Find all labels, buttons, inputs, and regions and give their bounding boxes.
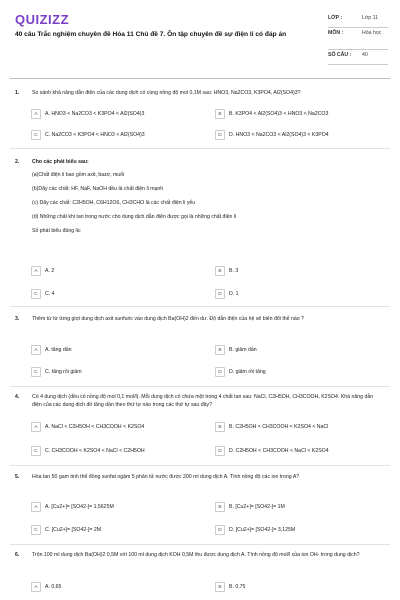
option-text: B. C2H5OH < CH3COOH < K2SO4 < NaCl — [229, 424, 329, 430]
statement-line: Số phát biểu đúng là: — [32, 228, 82, 234]
meta-value: Lớp 11 — [362, 15, 378, 21]
option-letter-box: D — [215, 446, 225, 456]
option-letter-box: A — [31, 266, 41, 276]
question-text: So sánh khả năng dẫn điện của các dung dịch có cùng nồng độ mol 0,1M sau: HNO3, Na2CO3, K3PO4, Al2(SO4)3? — [32, 90, 301, 96]
question-4 — [15, 393, 390, 409]
option-letter-box: A — [31, 582, 41, 592]
option-letter-box: B — [215, 502, 225, 512]
option-a[interactable] — [31, 502, 114, 512]
option-b[interactable] — [215, 266, 238, 276]
option-text: B. 3 — [229, 268, 239, 274]
meta-label: SỐ CÂU : — [328, 52, 352, 58]
option-text: A. HNO3 < Na2CO3 < K3PO4 < Al2(SO4)3 — [45, 111, 145, 117]
option-text: D. giảm rồi tăng — [229, 369, 266, 375]
meta-row-count — [328, 50, 388, 65]
option-text: D. [Cu2+]= [SO42-]= 3,125M — [229, 527, 296, 533]
option-text: A. tăng dần — [45, 347, 72, 353]
question-1 — [15, 89, 390, 97]
option-text: B. giảm dần — [229, 347, 257, 353]
question-number: 5. — [15, 474, 20, 480]
meta-row-subject — [328, 28, 388, 50]
option-a[interactable] — [31, 422, 144, 432]
option-letter-box: B — [215, 109, 225, 119]
option-c[interactable] — [31, 289, 55, 299]
header-divider — [10, 78, 390, 79]
question-2 — [15, 158, 390, 235]
option-letter-box: A — [31, 502, 41, 512]
option-a[interactable] — [31, 582, 61, 592]
question-number: 6. — [15, 552, 20, 558]
statement-line: (b)Dãy các chất: HF, NaF, NaOH đều là chất điện li mạnh — [32, 186, 164, 192]
question-text: Cho các phát biểu sau: — [32, 159, 89, 165]
meta-box — [328, 13, 388, 65]
question-5 — [15, 473, 390, 481]
meta-row-class — [328, 13, 388, 28]
option-text: D. C2H5OH < CH3COOH < NaCl < K2SO4 — [229, 448, 329, 454]
question-divider — [10, 306, 390, 307]
question-text: Có 4 dung dịch (đều có nồng độ mol 0,1 mol/l). Mỗi dung dịch có chứa một trong 4 chất tan sau: NaCl, C2H5OH, CH3COOH, K2SO4. Khả năng dẫn điện của các dung dịch đó tăng dần theo thứ tự nào trong các thứ tự sau đây? — [32, 394, 374, 408]
option-text: D. 1 — [229, 291, 239, 297]
option-letter-box: C — [31, 446, 41, 456]
option-text: A. 0,65 — [45, 584, 62, 590]
option-c[interactable] — [31, 446, 145, 456]
option-letter-box: B — [215, 582, 225, 592]
option-letter-box: C — [31, 289, 41, 299]
question-text: Thêm từ từ từng giọt dung dịch axit sunfuric vào dung dịch Ba(OH)2 đến dư. Độ dẫn điện của hệ sẽ biến đổi thế nào ? — [32, 316, 304, 322]
option-text: C. Na2CO3 < K3PO4 < HNO3 < Al2(SO4)3 — [45, 132, 145, 138]
question-text: Trộn 100 ml dung dịch Ba(OH)2 0,5M với 100 ml dung dịch KOH 0,5M thu được dung dịch A. Tính nồng độ mol/l của ion OH- trong dung dịch? — [32, 552, 360, 558]
option-letter-box: D — [215, 289, 225, 299]
option-letter-box: A — [31, 109, 41, 119]
option-text: C. CH3COOH < K2SO4 < NaCl < C2H5OH — [45, 448, 145, 454]
option-letter-box: C — [31, 367, 41, 377]
option-text: A. 2 — [45, 268, 55, 274]
option-letter-box: C — [31, 525, 41, 535]
option-d[interactable] — [215, 525, 295, 535]
option-text: B. 0,75 — [229, 584, 246, 590]
option-b[interactable] — [215, 502, 285, 512]
option-text: C. tăng rồi giảm — [45, 369, 82, 375]
option-text: B. [Cu2+]= [SO42-]= 1M — [229, 504, 285, 510]
option-b[interactable] — [215, 109, 328, 119]
question-divider — [10, 544, 390, 545]
option-d[interactable] — [215, 446, 329, 456]
question-number: 1. — [15, 90, 20, 96]
option-text: B. K3PO4 < Al2(SO4)3 < HNO3 < Na2CO3 — [229, 111, 329, 117]
brand-logo: QUIZIZZ — [15, 12, 70, 27]
page-title: 40 câu Trắc nghiệm chuyên đề Hóa 11 Chủ đề 7. Ôn tập chuyên đề sự điện li có đáp án — [15, 31, 287, 38]
option-c[interactable] — [31, 367, 82, 377]
question-divider — [10, 465, 390, 466]
option-letter-box: D — [215, 130, 225, 140]
meta-label: LỚP : — [328, 15, 343, 21]
option-a[interactable] — [31, 109, 144, 119]
question-number: 3. — [15, 316, 20, 322]
option-d[interactable] — [215, 289, 239, 299]
question-divider — [10, 386, 390, 387]
option-letter-box: A — [31, 345, 41, 355]
option-letter-box: B — [215, 266, 225, 276]
option-letter-box: D — [215, 367, 225, 377]
question-6 — [15, 551, 390, 559]
option-text: C. [Cu2+]= [SO42-]= 2M — [45, 527, 102, 533]
option-letter-box: C — [31, 130, 41, 140]
option-letter-box: D — [215, 525, 225, 535]
option-b[interactable] — [215, 345, 257, 355]
option-a[interactable] — [31, 266, 54, 276]
question-divider — [10, 148, 390, 149]
question-text: Hòa tan 50 gam tinh thể đồng sunfat ngậm 5 phân tử nước được 200 ml dung dịch A. Tính nồng độ các ion trong A? — [32, 474, 300, 480]
option-text: D. HNO3 < Na2CO3 < Al2(SO4)3 < K3PO4 — [229, 132, 329, 138]
option-b[interactable] — [215, 582, 245, 592]
option-b[interactable] — [215, 422, 328, 432]
option-d[interactable] — [215, 367, 266, 377]
statement-line: (c) Dãy các chất: C2H5OH, C6H12O6, CH3CHO là các chất điện li yếu — [32, 200, 196, 206]
meta-value: 40 — [362, 52, 368, 58]
option-letter-box: B — [215, 345, 225, 355]
option-c[interactable] — [31, 525, 101, 535]
option-text: A. NaCl < C2H5OH < CH3COOH < K2SO4 — [45, 424, 145, 430]
option-c[interactable] — [31, 130, 145, 140]
option-d[interactable] — [215, 130, 329, 140]
question-number: 2. — [15, 159, 20, 165]
option-a[interactable] — [31, 345, 72, 355]
option-letter-box: A — [31, 422, 41, 432]
meta-value: Hóa học — [362, 30, 382, 36]
option-text: A. [Cu2+]= [SO42-]= 1.5625M — [45, 504, 114, 510]
question-3 — [15, 315, 390, 323]
statement-line: (d) Những chất khi tan trong nước cho dung dịch dẫn điện được gọi là những chất điện li — [32, 214, 237, 220]
meta-label: MÔN : — [328, 30, 344, 36]
question-number: 4. — [15, 394, 20, 400]
option-letter-box: B — [215, 422, 225, 432]
statement-line: (a)Chất điện li bao gồm axit, bazơ, muối — [32, 172, 125, 178]
option-text: C. 4 — [45, 291, 55, 297]
